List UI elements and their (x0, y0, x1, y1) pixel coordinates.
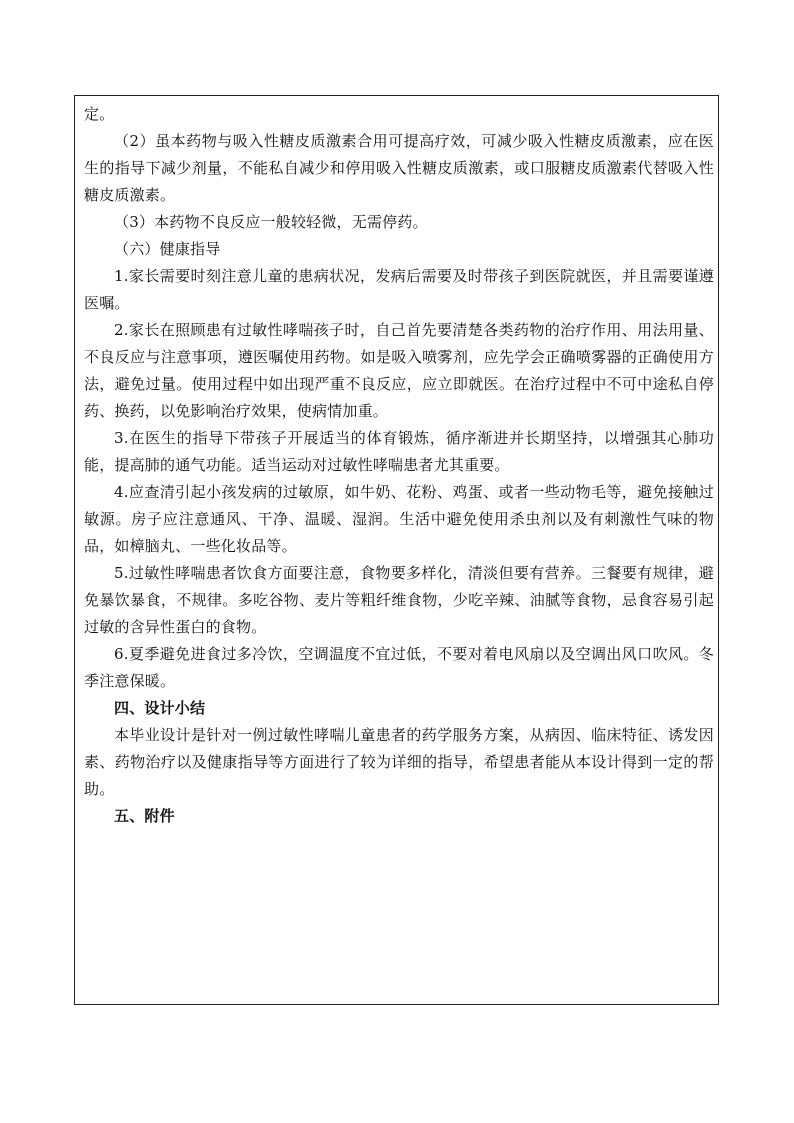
summary-paragraph: 本毕业设计是针对一例过敏性哮喘儿童患者的药学服务方案，从病因、临床特征、诱发因素、药物治疗以及健康指导等方面进行了较为详细的指导，希望患者能从本设计得到一定的帮助。 (84, 726, 714, 798)
guidance-item-1: 1.家长需要时刻注意儿童的患病状况，发病后需要及时带孩子到医院就医，并且需要谨遵医嘱。 (84, 267, 714, 312)
subheading-health-guidance: （六）健康指导 (114, 240, 221, 258)
guidance-item-6: 6.夏季避免进食过多冷饮，空调温度不宜过低，不要对着电风扇以及空调出风口吹风。冬季注意保暖。 (84, 645, 714, 690)
document-body (84, 101, 714, 830)
paragraph-note-2: （2）虽本药物与吸入性糖皮质激素合用可提高疗效，可减少吸入性糖皮质激素，应在医生的指导下减少剂量，不能私自减少和停用吸入性糖皮质激素，或口服糖皮质激素代替吸入性糖皮质激素。 (84, 132, 714, 204)
paragraph-continuation: 定。 (84, 105, 115, 123)
guidance-item-4: 4.应查清引起小孩发病的过敏原，如牛奶、花粉、鸡蛋、或者一些动物毛等，避免接触过敏源。房子应注意通风、干净、温暖、湿润。生活中避免使用杀虫剂以及有刺激性气味的物品，如樟脑丸、一些化妆品等。 (84, 483, 714, 555)
guidance-item-2: 2.家长在照顾患有过敏性哮喘孩子时，自己首先要清楚各类药物的治疗作用、用法用量、不良反应与注意事项，遵医嘱使用药物。如是吸入喷雾剂，应先学会正确喷雾器的正确使用方法，避免过量。使用过程中如出现严重不良反应，应立即就医。在治疗过程中不可中途私自停药、换药，以免影响治疗效果，使病情加重。 (84, 321, 714, 420)
section-heading-attachments: 五、附件 (114, 807, 175, 825)
paragraph-note-3: （3）本药物不良反应一般较轻微，无需停药。 (114, 213, 428, 231)
guidance-item-5: 5.过敏性哮喘患者饮食方面要注意，食物要多样化，清淡但要有营养。三餐要有规律，避免暴饮暴食，不规律。多吃谷物、麦片等粗纤维食物，少吃辛辣、油腻等食物，忌食容易引起过敏的含异性蛋白的食物。 (84, 564, 714, 636)
section-heading-summary: 四、设计小结 (114, 699, 206, 717)
guidance-item-3: 3.在医生的指导下带孩子开展适当的体育锻炼，循序渐进并长期坚持，以增强其心肺功能，提高肺的通气功能。适当运动对过敏性哮喘患者尤其重要。 (84, 429, 714, 474)
